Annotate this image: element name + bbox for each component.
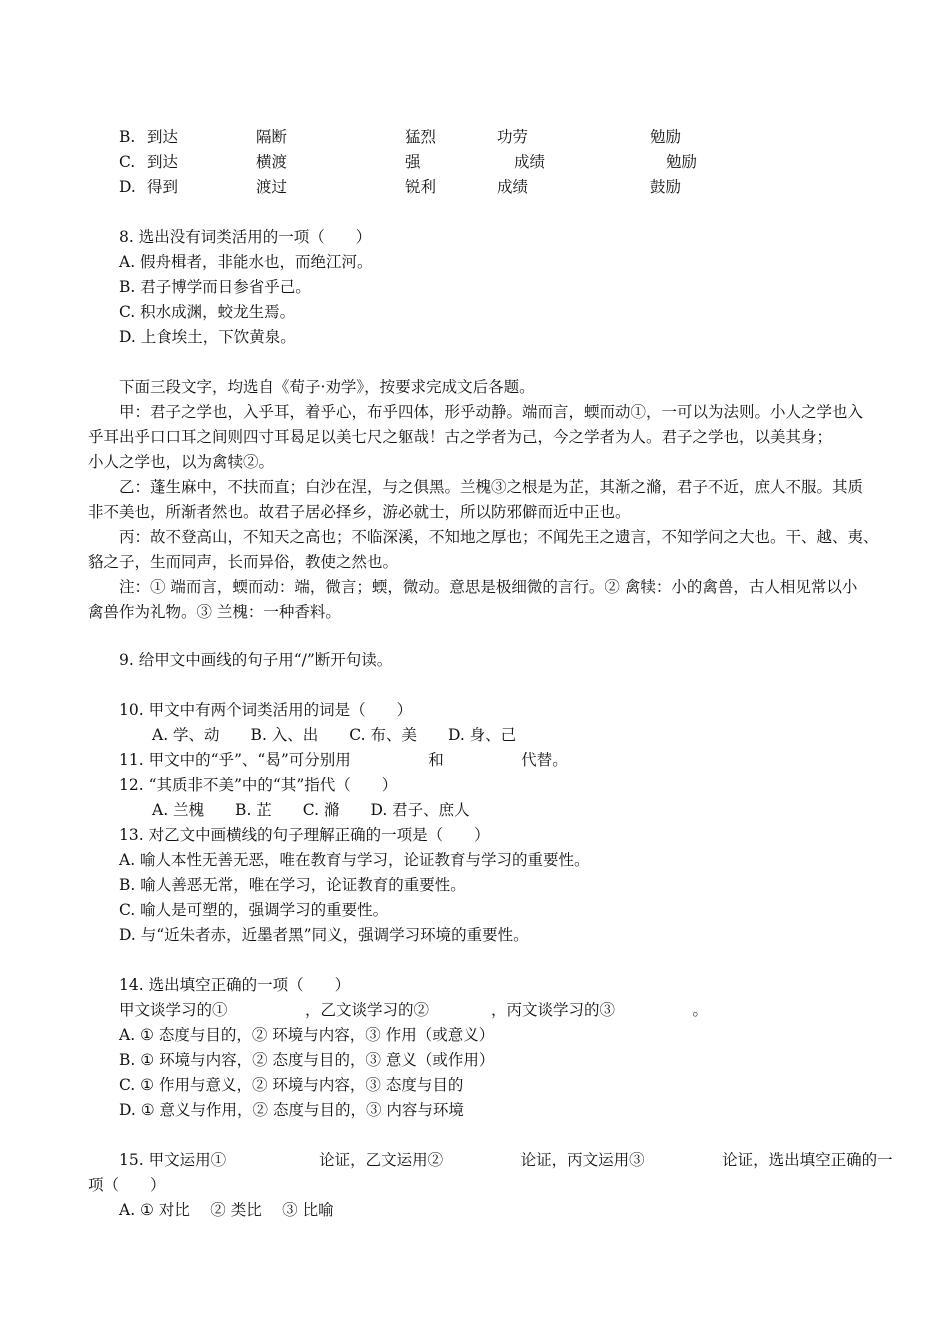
option-letter: C.	[119, 153, 136, 171]
option-letter: B.	[119, 128, 136, 146]
table-cell: 勉励	[666, 153, 698, 171]
q8-option-b: B. 君子博学而日参省乎己。	[119, 278, 311, 296]
q13-option-d: D. 与“近朱者赤，近墨者黑”同义，强调学习环境的重要性。	[119, 926, 529, 944]
passage-jia-line: 乎耳出乎口口耳之间则四寸耳曷足以美七尺之躯哉！古之学者为己，今之学者为人。君子之学也，以美其身；	[88, 428, 833, 446]
q10-stem: 10. 甲文中有两个词类活用的词是（ ）	[119, 701, 413, 719]
passage-jia-line: 小人之学也，以为禽犊②。	[88, 453, 275, 471]
q8-stem: 8. 选出没有词类活用的一项（ ）	[119, 228, 372, 246]
passage-notes-line: 注：① 端而言，蝡而动：端，微言；蝡，微动。意思是极细微的言行。② 禽犊：小的禽兽，古人相见常以小	[119, 578, 858, 596]
q15-option-a: A. ① 对比 ② 类比 ③ 比喻	[119, 1201, 334, 1219]
table-cell: 隔断	[256, 128, 288, 146]
q13-option-a: A. 喻人本性无善无恶，唯在教育与学习，论证教育与学习的重要性。	[119, 851, 590, 869]
q13-option-b: B. 喻人善恶无常，唯在学习，论证教育的重要性。	[119, 876, 466, 894]
table-cell: 到达	[147, 128, 179, 146]
table-cell: 鼓励	[650, 178, 682, 196]
table-cell: 锐利	[405, 178, 437, 196]
q11-stem: 11. 甲文中的“乎”、“曷”可分别用 和 代替。	[119, 751, 568, 769]
table-cell: 猛烈	[405, 128, 437, 146]
passage-yi-line: 非不美也，所渐者然也。故君子居必择乡，游必就士，所以防邪僻而近中正也。	[88, 503, 631, 521]
passage-bing-line: 貉之子，生而同声，长而异俗，教使之然也。	[88, 553, 399, 571]
q8-option-a: A. 假舟楫者，非能水也，而绝江河。	[119, 253, 373, 271]
q12-stem: 12. “其质非不美”中的“其”指代（ ）	[119, 776, 398, 794]
q8-option-c: C. 积水成渊，蛟龙生焉。	[119, 303, 296, 321]
table-cell: 渡过	[256, 178, 288, 196]
q14-blank-line: 甲文谈学习的① ，乙文谈学习的② ，丙文谈学习的③ 。	[119, 1001, 709, 1019]
q14-option-a: A. ① 态度与目的，② 环境与内容，③ 作用（或意义）	[119, 1026, 495, 1044]
passage-notes-line: 禽兽作为礼物。③ 兰槐：一种香料。	[88, 603, 341, 621]
q14-option-b: B. ① 环境与内容，② 态度与目的，③ 意义（或作用）	[119, 1051, 495, 1069]
q13-stem: 13. 对乙文中画横线的句子理解正确的一项是（ ）	[119, 826, 490, 844]
table-cell: 强	[405, 153, 421, 171]
table-cell: 横渡	[256, 153, 288, 171]
table-cell: 成绩	[514, 153, 546, 171]
q10-options: A. 学、动 B. 入、出 C. 布、美 D. 身、己	[152, 726, 517, 744]
table-cell: 得到	[147, 178, 179, 196]
q14-option-c: C. ① 作用与意义，② 环境与内容，③ 态度与目的	[119, 1076, 464, 1094]
q12-options: A. 兰槐 B. 芷 C. 滫 D. 君子、庶人	[152, 801, 470, 819]
q14-stem: 14. 选出填空正确的一项（ ）	[119, 976, 351, 994]
table-cell: 到达	[147, 153, 179, 171]
q13-option-c: C. 喻人是可塑的，强调学习的重要性。	[119, 901, 389, 919]
q15-stem-line2: 项（ ）	[88, 1176, 166, 1194]
q8-option-d: D. 上食埃土，下饮黄泉。	[119, 328, 296, 346]
passage-yi-line: 乙：蓬生麻中，不扶而直；白沙在涅，与之俱黑。兰槐③之根是为芷，其渐之滫，君子不近，庶人不服。其质	[119, 478, 864, 496]
q15-stem-line1: 15. 甲文运用① 论证，乙文运用② 论证，丙文运用③ 论证，选出填空正确的一	[119, 1151, 893, 1169]
table-cell: 功劳	[497, 128, 529, 146]
passage-bing-line: 丙：故不登高山，不知天之高也；不临深溪，不知地之厚也；不闻先王之遗言，不知学问之大也。干、越、夷、	[119, 528, 879, 546]
passage-jia-line: 甲：君子之学也，入乎耳，着乎心，布乎四体，形乎动静。端而言，蝡而动①，一可以为法则。小人之学也入	[119, 403, 864, 421]
passage-intro: 下面三段文字，均选自《荀子·劝学》，按要求完成文后各题。	[119, 378, 535, 396]
table-cell: 成绩	[497, 178, 529, 196]
option-letter: D.	[119, 178, 136, 196]
q14-option-d: D. ① 意义与作用，② 态度与目的，③ 内容与环境	[119, 1101, 464, 1119]
table-cell: 勉励	[650, 128, 682, 146]
q9-stem: 9. 给甲文中画线的句子用“/”断开句读。	[119, 651, 393, 669]
